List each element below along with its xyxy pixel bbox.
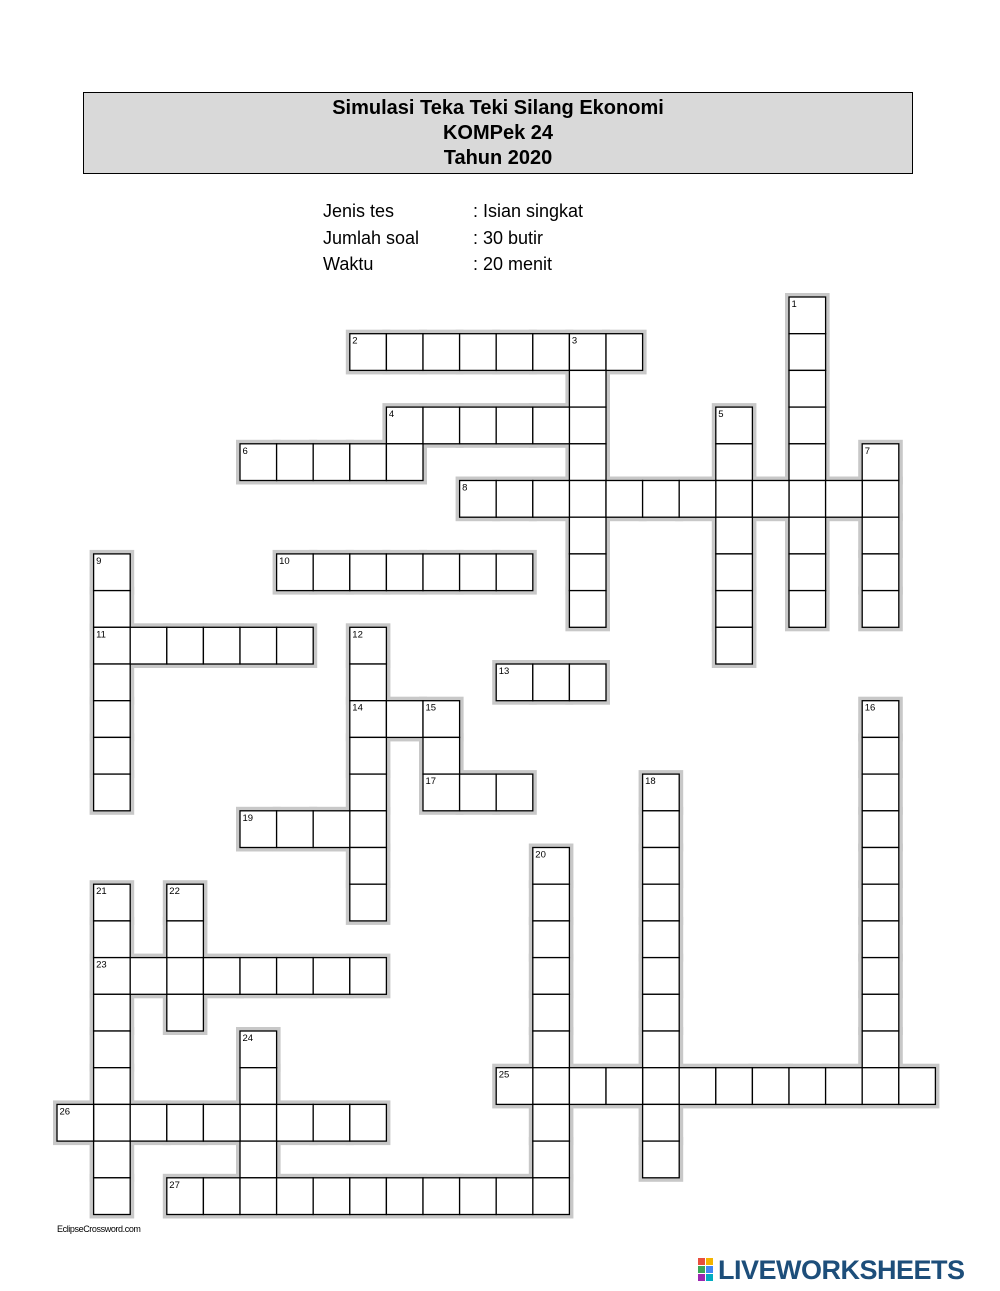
crossword-cell[interactable] xyxy=(313,811,350,848)
crossword-cell[interactable] xyxy=(533,1178,570,1215)
crossword-cell[interactable] xyxy=(533,334,570,371)
crossword-cell[interactable] xyxy=(350,958,387,995)
crossword-cell[interactable] xyxy=(350,664,387,701)
crossword-cell[interactable] xyxy=(460,334,497,371)
crossword-cell[interactable] xyxy=(167,994,204,1031)
clue-number-17: 17 xyxy=(425,776,437,788)
crossword-cell[interactable] xyxy=(313,958,350,995)
crossword-cell[interactable] xyxy=(460,774,497,811)
crossword-cell[interactable] xyxy=(716,627,753,664)
crossword-cell[interactable] xyxy=(643,958,680,995)
crossword-cell[interactable] xyxy=(533,884,570,921)
crossword-cell[interactable] xyxy=(460,554,497,591)
clue-number-3: 3 xyxy=(571,335,578,347)
clue-number-7: 7 xyxy=(864,445,870,457)
info-label: Jenis tes xyxy=(323,201,395,221)
crossword-cell[interactable] xyxy=(240,1178,277,1215)
brand-text: LIVEWORKSHEETS xyxy=(718,1255,965,1285)
crossword-cell[interactable] xyxy=(460,1178,497,1215)
crossword-cell[interactable] xyxy=(350,884,387,921)
title-line-2: KOMPek 24 xyxy=(442,122,554,144)
crossword-cell[interactable] xyxy=(167,1104,204,1141)
crossword-cell[interactable] xyxy=(826,1068,863,1105)
crossword-cell[interactable] xyxy=(533,1104,570,1141)
clue-number-25: 25 xyxy=(498,1069,510,1081)
clue-number-24: 24 xyxy=(242,1033,254,1044)
crossword-cell[interactable] xyxy=(167,921,204,958)
crossword-cell[interactable] xyxy=(606,481,643,518)
crossword-cell[interactable] xyxy=(569,517,606,554)
crossword-cell[interactable] xyxy=(130,958,167,995)
crossword-cell[interactable] xyxy=(716,444,753,481)
crossword-cell[interactable] xyxy=(313,444,350,481)
crossword-cell[interactable] xyxy=(643,481,680,518)
crossword-cell[interactable] xyxy=(277,958,314,995)
clue-number-19: 19 xyxy=(242,812,254,824)
credit-text: EclipseCrossword.com xyxy=(57,1224,141,1234)
crossword-cell[interactable] xyxy=(350,1104,387,1141)
crossword-cell[interactable] xyxy=(789,517,826,554)
crossword-cell[interactable] xyxy=(789,554,826,591)
clue-number-2: 2 xyxy=(352,335,358,347)
clue-number-20: 20 xyxy=(535,849,546,861)
crossword-cell[interactable] xyxy=(789,591,826,628)
info-label: Jumlah soal xyxy=(323,227,420,248)
crossword-cell[interactable] xyxy=(643,884,680,921)
crossword-cell[interactable] xyxy=(643,921,680,958)
crossword-cell[interactable] xyxy=(130,1104,167,1141)
crossword-cell[interactable] xyxy=(789,481,826,518)
crossword-cell[interactable] xyxy=(533,1031,570,1068)
crossword-cell[interactable] xyxy=(460,407,497,444)
crossword-cell[interactable] xyxy=(679,1068,716,1105)
info-value: : 30 butir xyxy=(473,227,544,248)
crossword-cell[interactable] xyxy=(277,444,314,481)
crossword-cell[interactable] xyxy=(386,334,423,371)
crossword-cell[interactable] xyxy=(350,554,387,591)
crossword-cell[interactable] xyxy=(862,884,899,921)
crossword-cell[interactable] xyxy=(277,1178,314,1215)
clue-number-5: 5 xyxy=(718,409,724,421)
crossword-cell[interactable] xyxy=(423,554,460,591)
crossword-cell[interactable] xyxy=(277,627,314,664)
crossword-cell[interactable] xyxy=(789,444,826,481)
crossword-cell[interactable] xyxy=(569,370,606,407)
crossword-cell[interactable] xyxy=(752,1068,789,1105)
clue-number-15: 15 xyxy=(425,702,437,714)
crossword-cell[interactable] xyxy=(167,958,204,995)
crossword-cell[interactable] xyxy=(862,1068,899,1105)
crossword-cell[interactable] xyxy=(826,481,863,518)
crossword-cell[interactable] xyxy=(643,1141,680,1178)
crossword-cell[interactable] xyxy=(313,1178,350,1215)
crossword-cell[interactable] xyxy=(240,958,277,995)
clue-number-12: 12 xyxy=(352,629,363,641)
crossword-cell[interactable] xyxy=(94,1031,131,1068)
crossword-cell[interactable] xyxy=(643,1104,680,1141)
crossword-cell[interactable] xyxy=(899,1068,936,1105)
crossword-cell[interactable] xyxy=(386,554,423,591)
crossword-cell[interactable] xyxy=(94,1104,131,1141)
info-label: Waktu xyxy=(323,254,374,274)
crossword-cell[interactable] xyxy=(752,481,789,518)
crossword-cell[interactable] xyxy=(862,517,899,554)
crossword-cell[interactable] xyxy=(496,1178,533,1215)
crossword-cell[interactable] xyxy=(862,554,899,591)
crossword-cell[interactable] xyxy=(533,481,570,518)
crossword-cell[interactable] xyxy=(862,958,899,995)
crossword-cell[interactable] xyxy=(94,1178,131,1215)
crossword-cell[interactable] xyxy=(277,811,314,848)
clue-number-9: 9 xyxy=(96,555,102,567)
crossword-cell[interactable] xyxy=(496,774,533,811)
crossword-cell[interactable] xyxy=(350,811,387,848)
clue-number-10: 10 xyxy=(279,555,290,567)
crossword-cell[interactable] xyxy=(862,737,899,774)
crossword-cell[interactable] xyxy=(203,958,240,995)
crossword-cell[interactable] xyxy=(862,481,899,518)
clue-number-4: 4 xyxy=(388,409,395,421)
crossword-cell[interactable] xyxy=(203,627,240,664)
crossword-cell[interactable] xyxy=(203,1178,240,1215)
crossword-cell[interactable] xyxy=(569,554,606,591)
info-value: : Isian singkat xyxy=(473,201,584,221)
crossword-cell[interactable] xyxy=(569,444,606,481)
crossword-cell[interactable] xyxy=(350,848,387,885)
clue-number-26: 26 xyxy=(59,1106,71,1118)
crossword-cell[interactable] xyxy=(350,737,387,774)
crossword-cell[interactable] xyxy=(386,444,423,481)
crossword-cell[interactable] xyxy=(350,1178,387,1215)
crossword-cell[interactable] xyxy=(423,1178,460,1215)
crossword-cell[interactable] xyxy=(862,774,899,811)
crossword-cell[interactable] xyxy=(203,1104,240,1141)
crossword-cell[interactable] xyxy=(643,1068,680,1105)
crossword-cell[interactable] xyxy=(789,370,826,407)
crossword-cell[interactable] xyxy=(533,994,570,1031)
crossword-cell[interactable] xyxy=(606,1068,643,1105)
clue-number-18: 18 xyxy=(645,776,656,788)
crossword-cell[interactable] xyxy=(350,774,387,811)
crossword-cell[interactable] xyxy=(313,1104,350,1141)
crossword-cell[interactable] xyxy=(643,994,680,1031)
crossword-cell[interactable] xyxy=(423,334,460,371)
crossword-cell[interactable] xyxy=(496,334,533,371)
crossword-cell[interactable] xyxy=(496,481,533,518)
clue-number-6: 6 xyxy=(242,445,248,457)
crossword-cell[interactable] xyxy=(789,407,826,444)
crossword-cell[interactable] xyxy=(862,994,899,1031)
crossword-cell[interactable] xyxy=(606,334,643,371)
crossword-cell[interactable] xyxy=(533,407,570,444)
crossword-cell[interactable] xyxy=(569,591,606,628)
clue-number-23: 23 xyxy=(96,959,107,971)
crossword-cell[interactable] xyxy=(716,591,753,628)
crossword-cell[interactable] xyxy=(386,1178,423,1215)
clue-number-1: 1 xyxy=(791,299,797,310)
crossword-cell[interactable] xyxy=(862,921,899,958)
crossword-cell[interactable] xyxy=(569,481,606,518)
liveworksheets-icon xyxy=(698,1258,714,1282)
crossword-cell[interactable] xyxy=(533,921,570,958)
clue-number-13: 13 xyxy=(498,666,510,677)
crossword-cell[interactable] xyxy=(94,591,131,628)
crossword-cell[interactable] xyxy=(94,1141,131,1178)
crossword-cell[interactable] xyxy=(240,1141,277,1178)
crossword-cell[interactable] xyxy=(533,958,570,995)
crossword-cell[interactable] xyxy=(350,444,387,481)
crossword-cell[interactable] xyxy=(496,407,533,444)
crossword-cell[interactable] xyxy=(569,664,606,701)
crossword-cell[interactable] xyxy=(240,627,277,664)
crossword-cell[interactable] xyxy=(94,664,131,701)
crossword-cell[interactable] xyxy=(716,554,753,591)
crossword-cell[interactable] xyxy=(94,774,131,811)
crossword-cell[interactable] xyxy=(94,701,131,738)
clue-number-27: 27 xyxy=(169,1179,180,1191)
crossword-cell[interactable] xyxy=(643,1031,680,1068)
crossword-cell[interactable] xyxy=(789,334,826,371)
crossword-cell[interactable] xyxy=(569,1068,606,1105)
crossword-cell[interactable] xyxy=(643,811,680,848)
crossword-cell[interactable] xyxy=(533,664,570,701)
crossword-cell[interactable] xyxy=(716,517,753,554)
info-value: : 20 menit xyxy=(473,254,553,274)
clue-number-8: 8 xyxy=(462,482,468,494)
crossword-cell[interactable] xyxy=(862,848,899,885)
crossword-cell[interactable] xyxy=(130,627,167,664)
clue-number-11: 11 xyxy=(96,629,106,641)
clue-number-14: 14 xyxy=(352,702,363,714)
crossword-cell[interactable] xyxy=(277,1104,314,1141)
crossword-cell[interactable] xyxy=(862,1031,899,1068)
title-line-3: Tahun 2020 xyxy=(443,147,553,169)
crossword-cell[interactable] xyxy=(313,554,350,591)
crossword-cell[interactable] xyxy=(240,1104,277,1141)
crossword-cell[interactable] xyxy=(94,921,131,958)
crossword-cell[interactable] xyxy=(94,1068,131,1105)
crossword-cell[interactable] xyxy=(862,591,899,628)
crossword-cell[interactable] xyxy=(716,481,753,518)
crossword-cell[interactable] xyxy=(789,1068,826,1105)
crossword-cell[interactable] xyxy=(94,737,131,774)
crossword-cell[interactable] xyxy=(862,811,899,848)
clue-number-16: 16 xyxy=(864,702,876,714)
crossword-cell[interactable] xyxy=(533,1068,570,1105)
crossword-cell[interactable] xyxy=(94,994,131,1031)
crossword-cell[interactable] xyxy=(386,701,423,738)
clue-number-22: 22 xyxy=(169,886,180,898)
crossword-cell[interactable] xyxy=(240,1068,277,1105)
crossword-cell[interactable] xyxy=(643,848,680,885)
crossword-cell[interactable] xyxy=(496,554,533,591)
crossword-cell[interactable] xyxy=(679,481,716,518)
title-line-1: Simulasi Teka Teki Silang Ekonomi xyxy=(332,97,664,119)
crossword-cell[interactable] xyxy=(167,627,204,664)
crossword-cell[interactable] xyxy=(423,407,460,444)
crossword-cell[interactable] xyxy=(423,737,460,774)
crossword-cell[interactable] xyxy=(716,1068,753,1105)
crossword-cell[interactable] xyxy=(569,407,606,444)
crossword-cell[interactable] xyxy=(533,1141,570,1178)
clue-number-21: 21 xyxy=(96,886,107,898)
